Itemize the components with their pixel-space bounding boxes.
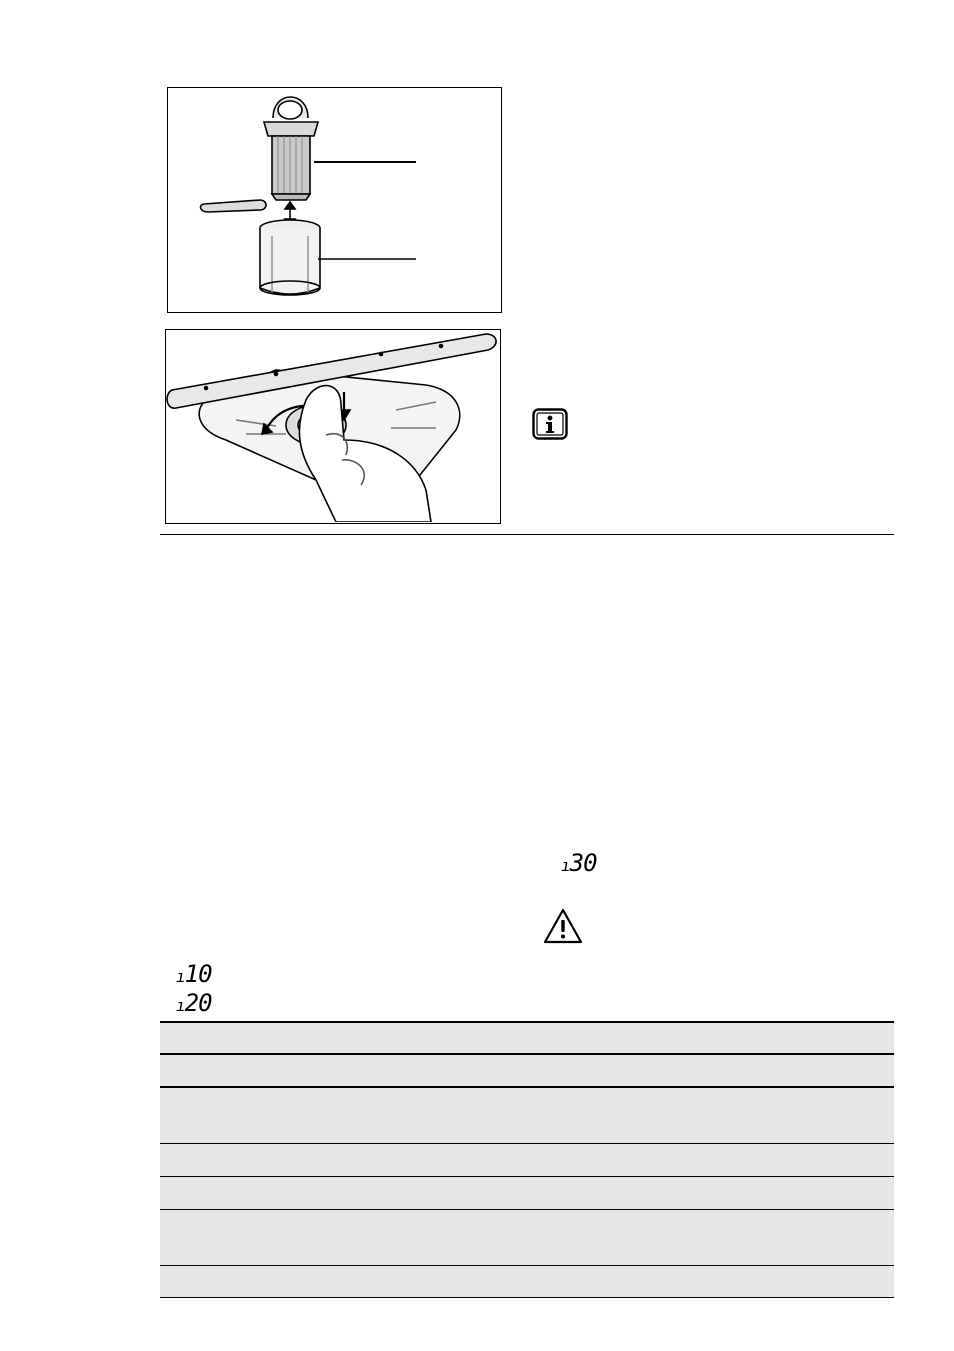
- info-icon: [532, 408, 568, 440]
- display-code-10: ı10: [176, 960, 212, 988]
- table-row: [160, 1055, 894, 1088]
- table-header-row: [160, 1021, 894, 1055]
- filter-drawing: [168, 88, 500, 311]
- warning-icon: [542, 907, 584, 945]
- display-code-30-value: 30: [569, 849, 597, 877]
- spray-arm-illustration: [165, 329, 501, 524]
- display-code-10-value: 10: [184, 960, 212, 988]
- filter-illustration: [167, 87, 502, 313]
- spray-arm-drawing: [166, 330, 499, 522]
- table-row: [160, 1144, 894, 1177]
- table-row: [160, 1210, 894, 1266]
- display-code-20-value: 20: [184, 989, 212, 1017]
- table-row: [160, 1266, 894, 1298]
- table-row: [160, 1088, 894, 1144]
- troubleshooting-table: [160, 1021, 894, 1298]
- display-code-20: ı20: [176, 989, 212, 1017]
- table-row: [160, 1177, 894, 1210]
- display-code-30: ı30: [561, 849, 597, 877]
- section-divider: [160, 534, 894, 535]
